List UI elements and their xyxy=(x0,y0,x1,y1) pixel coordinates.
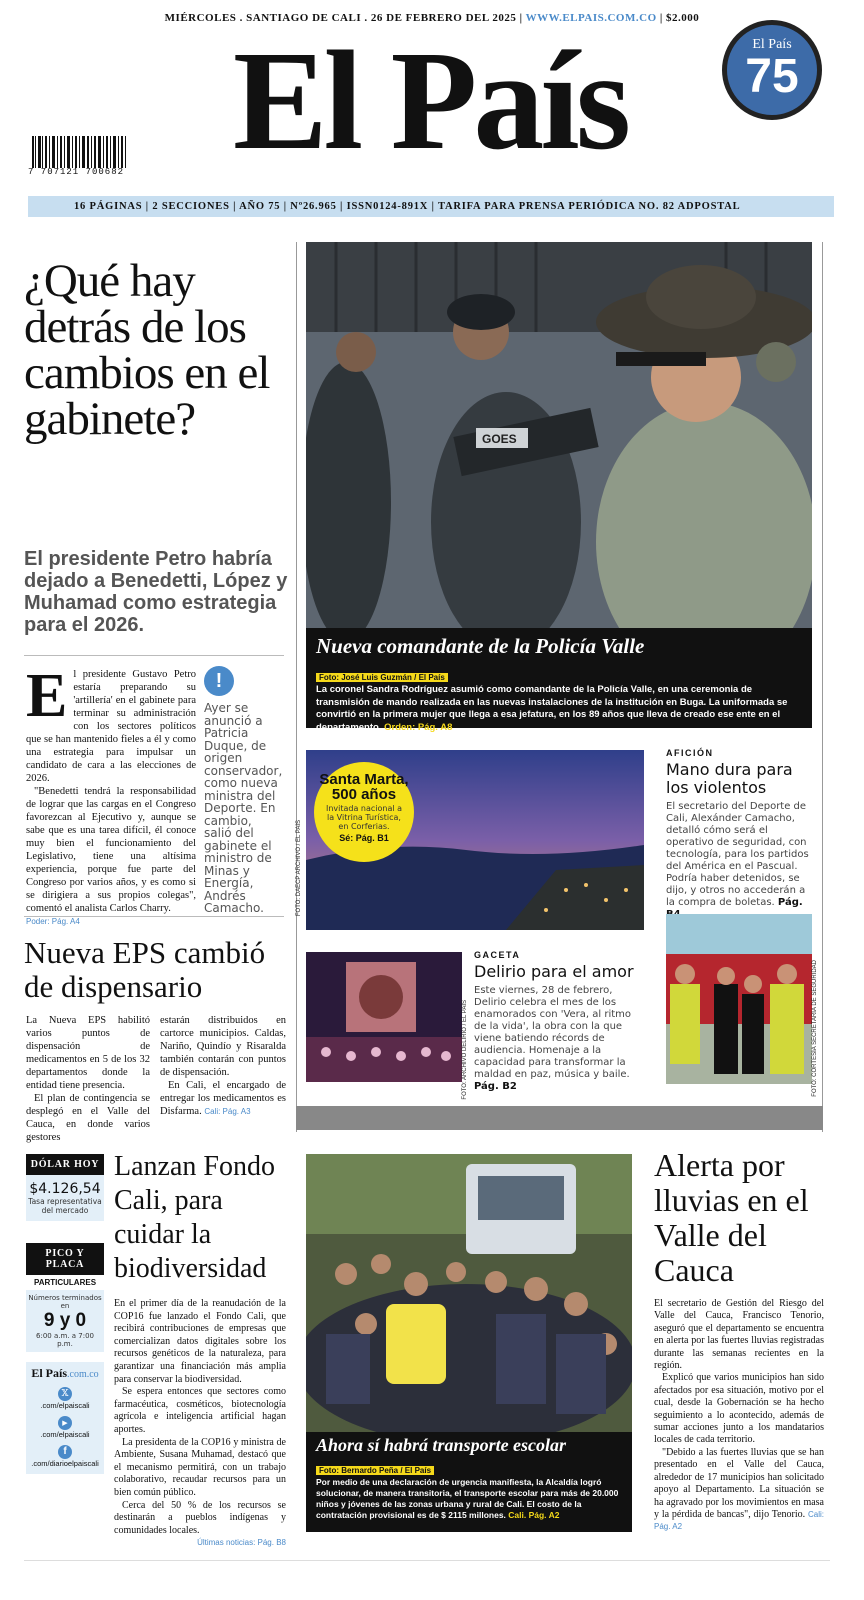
lead-subhead: El presidente Petro habría dejado a Benedetti, López y Muhamad como estrategia para el 2026. xyxy=(24,548,288,636)
date-text: MIÉRCOLES . SANTIAGO DE CALI . 26 DE FEBRERO DEL 2025 | xyxy=(164,12,523,24)
gaceta-story xyxy=(474,950,644,1093)
divider xyxy=(24,655,284,656)
photo-credit: FOTO: ARCHIVO DELIRIO / EL PAÍS xyxy=(462,1000,468,1100)
x-icon: 𝕏 xyxy=(58,1387,72,1401)
photo-credit: Foto: Bernardo Peña / El País xyxy=(316,1466,434,1475)
transporte-caption xyxy=(306,1432,632,1532)
eps-paragraph: estarán distribuidos en cartorce municipios. Caldas, Nariño, Quindío y Risaralda también contarán con puntos de dispensación. xyxy=(160,1015,286,1078)
lluvias-paragraph: "Debido a las fuertes lluvias que se han presentado en el Valle del Cauca, alrededor de 17 municipios han solicitado apoyo al Departamento. La situación se ha agravado por los movimientos en masa y la pérdida de bancas", dijo Tenorio. xyxy=(654,1446,824,1520)
page-ref-link[interactable]: Cali: Pág. A2 xyxy=(654,1509,825,1532)
transporte-caption-text: Por medio de una declaración de urgencia manifiesta, la Alcaldía logró solucionar, de manera transitoria, el transporte escolar para más de 20.000 niños y jóvenes de las zonas urbana y rural de Cali. El costo de la contratación provisional es de $ 2115 millones. xyxy=(316,1477,619,1520)
social-youtube[interactable] xyxy=(28,1416,102,1439)
eps-paragraph: La Nueva EPS habilitó varios puntos de dispensación de medicamentos en 5 de los 32 departamentos donde la entidad tiene presencia. xyxy=(26,1015,150,1091)
pico-box xyxy=(26,1290,104,1352)
lluvias-headline[interactable]: Alerta por lluvias en el Valle del Cauca xyxy=(654,1147,809,1288)
santa-marta-text: Invitada nacional a la Vitrina Turística, en Corferias. xyxy=(325,804,403,831)
page-ref-link[interactable]: Pág. B2 xyxy=(474,1081,517,1092)
pico-label: PICO Y PLACA xyxy=(26,1243,104,1275)
page-ref-link[interactable]: Orden: Pág. A8 xyxy=(384,721,453,733)
photo-credit: FOTO: DAECP ARCHIVO / EL PAÍS xyxy=(296,820,302,917)
pico-hours: 6:00 a.m. a 7:00 p.m. xyxy=(36,1332,94,1348)
aficion-body: El secretario del Deporte de Cali, Alexánder Camacho, detalló cómo será el operativo de seguridad, con tecnología, para los partidos del América en el Pascual. Podría haber detenidos, se dijo, y otros no accederán a la compra de boletas. xyxy=(666,801,809,908)
divider xyxy=(24,1560,830,1561)
lead-callout xyxy=(204,666,282,915)
dolar-note: Tasa representativa del mercado xyxy=(28,1197,102,1215)
social-handle: .com/elpaiscali xyxy=(40,1401,90,1410)
fondo-body xyxy=(114,1298,286,1550)
social-handle: .com/elpaiscali xyxy=(40,1430,90,1439)
photo-credit: Foto: José Luis Guzmán / El País xyxy=(316,673,448,682)
sidebar xyxy=(26,1154,104,1474)
gaceta-body: Este viernes, 28 de febrero, Delirio celebra el mes de los enamorados con 'Vera, al ritmo de la vida', la obra con la que viene batiendo récords de audiencia. Homenaje a la capacidad para transformar la maldad en paz, música y baile. xyxy=(474,985,632,1080)
dropcap: E xyxy=(26,662,68,730)
transporte-caption-title[interactable]: Ahora sí habrá transporte escolar xyxy=(316,1435,567,1455)
goes-badge: GOES xyxy=(482,432,517,446)
lluvias-paragraph: Explicó que varios municipios han sido afectados por esa situación, motivo por el cual, desde la Gobernación se ha hecho seguimiento a lo acontecido, además de sumar acciones junto a los mandatarios locales de cada territorio. xyxy=(654,1372,824,1446)
fondo-paragraph: Se espera entonces que sectores como farmacéutica, cosméticos, biotecnología agrícola e inteligencia artificial hagan aportes. xyxy=(114,1386,286,1435)
anniversary-seal xyxy=(722,20,822,120)
page-ref-link[interactable]: Últimas noticias: Pág. B8 xyxy=(197,1538,286,1548)
fondo-paragraph: La presidenta de la COP16 y ministra de Ambiente, Susana Muhamad, destacó que el mecanismo permitirá, con un trabajo colaborativo, recaudar recursos para un bien común público. xyxy=(114,1436,286,1498)
police-photo xyxy=(306,242,812,628)
masthead-logo: El País xyxy=(232,21,628,179)
price-text: | $2.000 xyxy=(659,12,700,24)
gaceta-title[interactable]: Delirio para el amor xyxy=(474,962,634,981)
pico-value: 9 y 0 xyxy=(43,1310,87,1331)
page-ref-link[interactable]: Poder: Pág. A4 xyxy=(26,917,80,926)
gaceta-kicker: GACETA xyxy=(474,950,521,960)
social-box xyxy=(26,1362,104,1474)
gaceta-photo xyxy=(306,952,462,1082)
photo-credit: FOTO: CORTESÍA SECRETARÍA DE SEGURIDAD xyxy=(812,960,818,1097)
brand-logo: El País xyxy=(31,1366,67,1380)
callout-text: Ayer se anunció a Patricia Duque, de origen conservador, como nueva ministra del Deporte. En cambio, salió del gabinete el ministro de Minas y Energía, Andrés Camacho. xyxy=(204,701,283,915)
column-divider xyxy=(296,242,297,1132)
eps-col-2 xyxy=(160,1014,286,1118)
info-bar: 16 PÁGINAS | 2 SECCIONES | AÑO 75 | Nº26.965 | ISSN0124-891X | TARIFA PARA PRENSA PERIÓDICA NO. 82 ADPOSTAL xyxy=(28,196,834,217)
youtube-icon: ▶ xyxy=(58,1416,72,1430)
fondo-paragraph: En el primer día de la reanudación de la COP16 fue lanzado el Fondo Cali, que recibirá contribuciones de empresas que comercializan datos digitales sobre los recursos genéticos de la naturaleza, para garantizar una financiación más amplia para conservar la biodiversidad. xyxy=(114,1298,286,1385)
exclamation-icon: ! xyxy=(204,666,234,696)
pico-sub: PARTICULARES xyxy=(33,1278,97,1287)
lead-paragraph: l presidente Gustavo Petro estaría preparando su 'artillería' en el gabinete para terminar su administración con los sectores políticos que se han mantenido fieles a él y como una estrategia para impulsar un candidato de cara a las elecciones de 2026. xyxy=(26,669,196,784)
seal-number: 75 xyxy=(745,50,799,103)
pico-note: Números terminados en xyxy=(28,1294,102,1310)
social-handle: .com/diarioelpaiscali xyxy=(31,1459,99,1468)
aficion-kicker: AFICIÓN xyxy=(666,748,714,758)
column-divider xyxy=(822,242,823,1132)
dolar-value: $4.126,54 xyxy=(29,1181,101,1197)
lluvias-paragraph: El secretario de Gestión del Riesgo del Valle del Cauca, Francisco Tenorio, aseguró que el departamento se encuentra en alerta por las fuertes lluvias registradas durante las semanas recientes en la región. xyxy=(654,1298,824,1372)
santa-marta-badge[interactable] xyxy=(314,762,414,862)
facebook-icon: f xyxy=(58,1445,72,1459)
lead-paragraph: "Benedetti tendrá la responsabilidad de lograr que las cargas en el Congreso favorezcan al Ejecutivo y, aunque se sabe que es una tarea difícil, él conoce muy bien el funcionamiento del Legislativo, tiene una altísima experiencia, porque fue parte del Congreso por varios años, y es como si se dirigiera a sus propios colegas", comentó el analista Carlos Charry. xyxy=(26,786,196,914)
police-caption-title[interactable]: Nueva comandante de la Policía Valle xyxy=(316,634,645,658)
aficion-photo xyxy=(666,914,812,1084)
transporte-photo xyxy=(306,1154,632,1432)
police-caption-text: La coronel Sandra Rodríguez asumió como comandante de la Policía Valle, en una ceremonia de transmisión de mando realizada en las nuevas instalaciones de la institución en Buga. La uniformada se convirtió en la primera mujer que llega a esa jefatura, en los 89 años que lleva de creado ese ente en el departamento. xyxy=(316,684,788,733)
eps-paragraph: En Cali, el encargado de entregar los medicamentos es Disfarma. xyxy=(160,1080,286,1117)
social-x[interactable] xyxy=(28,1387,102,1410)
brand-domain: .com.co xyxy=(67,1369,99,1380)
barcode-number: 7 707121 700682 xyxy=(28,167,125,177)
santa-marta-title: Santa Marta, 500 años xyxy=(319,771,409,803)
fondo-headline[interactable]: Lanzan Fondo Cali, para cuidar la biodiversidad xyxy=(114,1151,275,1284)
eps-headline[interactable]: Nueva EPS cambió de dispensario xyxy=(24,935,266,1004)
lluvias-body xyxy=(654,1298,824,1534)
website-link[interactable]: WWW.ELPAIS.COM.CO xyxy=(525,12,657,24)
section-shade-bar xyxy=(296,1106,823,1130)
social-facebook[interactable] xyxy=(28,1445,102,1468)
page-ref-link[interactable]: Cali. Pág. A2 xyxy=(508,1510,560,1520)
page-ref-link[interactable]: Sé: Pág. B1 xyxy=(339,833,389,843)
lead-body xyxy=(26,662,196,928)
dolar-label: DÓLAR HOY xyxy=(26,1154,104,1175)
seal-brand: El País xyxy=(752,37,792,52)
police-caption xyxy=(306,628,812,733)
fondo-paragraph: Cerca del 50 % de los recursos se destinarán a pueblos indígenas y comunidades locales. xyxy=(114,1499,286,1536)
eps-col-1 xyxy=(26,1014,150,1144)
barcode-icon xyxy=(30,136,130,168)
aficion-title[interactable]: Mano dura para los violentos xyxy=(666,760,793,797)
page-ref-link[interactable]: Pág. xyxy=(777,897,803,908)
eps-paragraph: El plan de contingencia se desplegó en el Valle del Cauca, en donde varios gestores xyxy=(26,1093,150,1143)
lead-headline[interactable]: ¿Qué hay detrás de los cambios en el gabinete? xyxy=(24,255,270,445)
aficion-story xyxy=(666,748,812,921)
dolar-box xyxy=(26,1175,104,1221)
page-ref-link[interactable]: Cali: Pág. A3 xyxy=(204,1107,251,1116)
